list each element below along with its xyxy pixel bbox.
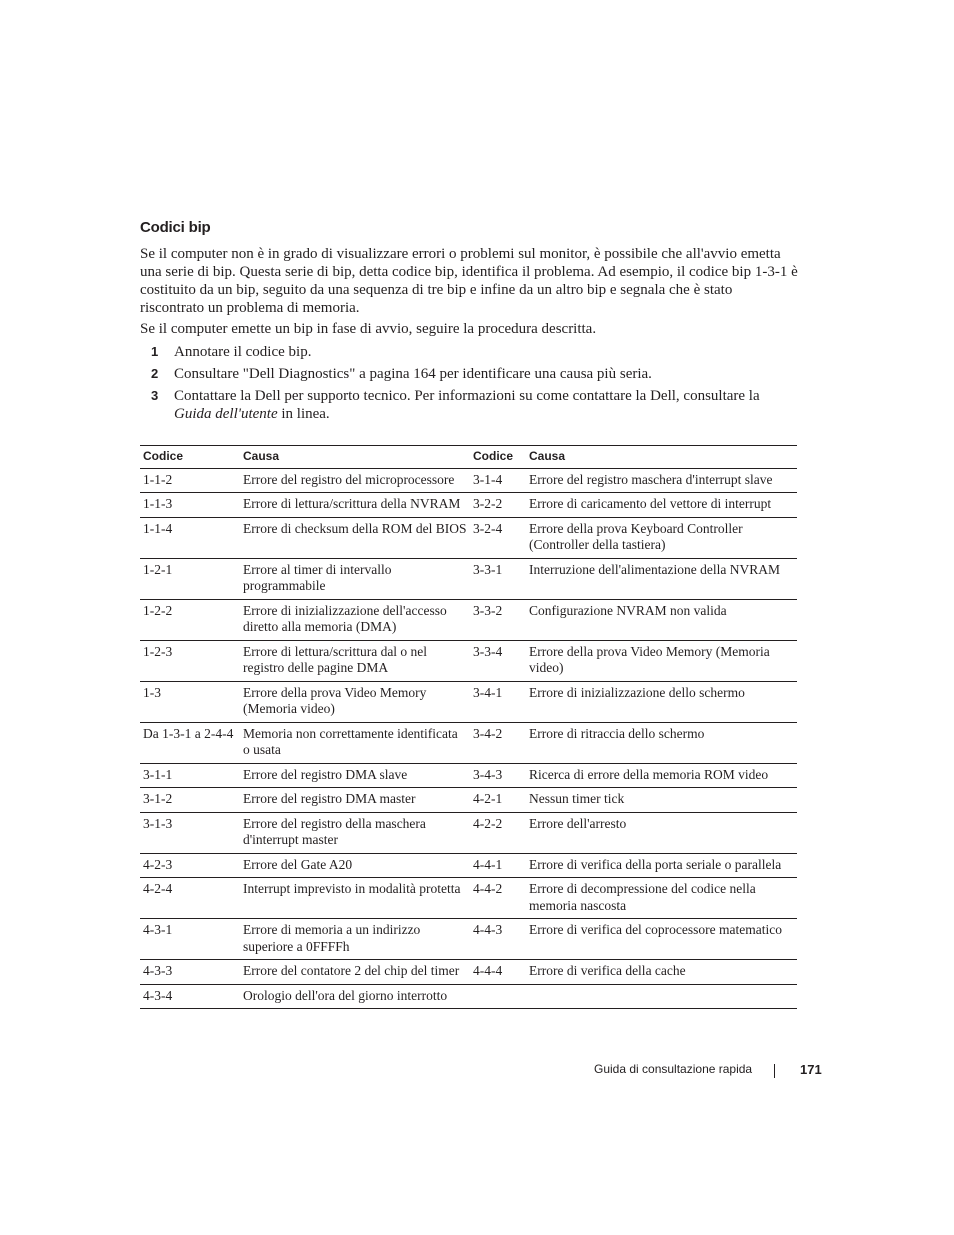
code-cell: 1-1-4: [140, 517, 240, 558]
cause-cell: Errore di memoria a un indirizzo superiore a 0FFFFh: [240, 919, 470, 960]
table-row: [140, 493, 797, 518]
step-number: 3: [151, 388, 159, 403]
code-cell: 3-4-1: [470, 681, 526, 722]
cause-cell: Errore del registro DMA master: [240, 788, 470, 813]
table-row: [140, 763, 797, 788]
procedure-paragraph: Se il computer emette un bip in fase di avvio, seguire la procedura descritta.: [140, 321, 597, 337]
step-item: [140, 343, 800, 361]
header-cause: Causa: [240, 446, 470, 469]
step-item: [140, 387, 800, 423]
code-cell: 3-2-2: [470, 493, 526, 518]
code-cell: 3-1-4: [470, 468, 526, 493]
cause-cell: Errore di verifica della cache: [526, 960, 797, 985]
step-number: 2: [151, 366, 159, 381]
cause-cell: Configurazione NVRAM non valida: [526, 599, 797, 640]
cause-cell: Errore di verifica del coprocessore matematico: [526, 919, 797, 960]
step-text: Annotare il codice bip.: [174, 344, 312, 360]
footer-divider: [774, 1064, 775, 1078]
cause-cell: Nessun timer tick: [526, 788, 797, 813]
cause-cell: Errore dell'arresto: [526, 812, 797, 853]
code-cell: [470, 984, 526, 1009]
table-row: [140, 681, 797, 722]
table-row: [140, 919, 797, 960]
code-cell: 4-2-1: [470, 788, 526, 813]
cause-cell: Errore del registro della maschera d'interrupt master: [240, 812, 470, 853]
cause-cell: Errore di lettura/scrittura della NVRAM: [240, 493, 470, 518]
code-cell: 3-3-2: [470, 599, 526, 640]
cause-cell: Errore di decompressione del codice nella memoria nascosta: [526, 878, 797, 919]
cause-cell: Orologio dell'ora del giorno interrotto: [240, 984, 470, 1009]
cause-cell: Errore al timer di intervallo programmabile: [240, 558, 470, 599]
cause-cell: Errore della prova Keyboard Controller (Controller della tastiera): [526, 517, 797, 558]
cause-cell: Errore di ritraccia dello schermo: [526, 722, 797, 763]
beep-codes-table: [140, 445, 797, 1009]
page-number: 171: [800, 1062, 822, 1077]
code-cell: 4-3-3: [140, 960, 240, 985]
table-row: [140, 812, 797, 853]
cause-cell: Errore del registro del microprocessore: [240, 468, 470, 493]
table-row: [140, 468, 797, 493]
header-cause: Causa: [526, 446, 797, 469]
code-cell: 4-3-1: [140, 919, 240, 960]
code-cell: 3-3-4: [470, 640, 526, 681]
code-cell: 3-3-1: [470, 558, 526, 599]
table-row: [140, 788, 797, 813]
header-code: Codice: [470, 446, 526, 469]
user-guide-reference: Guida dell'utente: [174, 406, 278, 422]
cause-cell: Interruzione dell'alimentazione della NVRAM: [526, 558, 797, 599]
cause-cell: Interrupt imprevisto in modalità protetta: [240, 878, 470, 919]
cause-cell: Errore del registro maschera d'interrupt slave: [526, 468, 797, 493]
code-cell: 4-4-3: [470, 919, 526, 960]
code-cell: 1-3: [140, 681, 240, 722]
cause-cell: Errore della prova Video Memory (Memoria video): [240, 681, 470, 722]
table-row: [140, 878, 797, 919]
table-row: [140, 853, 797, 878]
cause-cell: Errore del Gate A20: [240, 853, 470, 878]
cause-cell: Errore del registro DMA slave: [240, 763, 470, 788]
section-title: Codici bip: [140, 219, 211, 236]
code-cell: 4-4-4: [470, 960, 526, 985]
code-cell: 3-2-4: [470, 517, 526, 558]
procedure-steps: [140, 343, 800, 427]
step-text: Consultare "Dell Diagnostics" a pagina 164 per identificare una causa più seria.: [174, 366, 652, 382]
table-header-row: [140, 446, 797, 469]
step-text: Contattare la Dell per supporto tecnico. Per informazioni su come contattare la Dell, consultare la: [174, 388, 760, 404]
cause-cell: Errore di verifica della porta seriale o parallela: [526, 853, 797, 878]
cause-cell: Ricerca di errore della memoria ROM video: [526, 763, 797, 788]
cause-cell: Errore del contatore 2 del chip del timer: [240, 960, 470, 985]
code-cell: 3-1-3: [140, 812, 240, 853]
code-cell: 3-1-1: [140, 763, 240, 788]
code-cell: 3-4-3: [470, 763, 526, 788]
table-row: [140, 558, 797, 599]
step-number: 1: [151, 344, 159, 359]
table-body: [140, 468, 797, 1009]
code-cell: 1-2-2: [140, 599, 240, 640]
table-row: [140, 722, 797, 763]
code-cell: 1-1-2: [140, 468, 240, 493]
header-code: Codice: [140, 446, 240, 469]
table-row: [140, 517, 797, 558]
code-cell: 1-2-1: [140, 558, 240, 599]
code-cell: 4-4-1: [470, 853, 526, 878]
step-item: [140, 365, 800, 383]
cause-cell: Errore di lettura/scrittura dal o nel registro delle pagine DMA: [240, 640, 470, 681]
code-cell: 4-3-4: [140, 984, 240, 1009]
code-cell: 4-2-4: [140, 878, 240, 919]
cause-cell: Memoria non correttamente identificata o usata: [240, 722, 470, 763]
code-cell: 3-4-2: [470, 722, 526, 763]
code-cell: 4-2-2: [470, 812, 526, 853]
code-cell: Da 1-3-1 a 2-4-4: [140, 722, 240, 763]
cause-cell: Errore di caricamento del vettore di interrupt: [526, 493, 797, 518]
footer-title: Guida di consultazione rapida: [594, 1062, 753, 1076]
table-row: [140, 960, 797, 985]
code-cell: 1-1-3: [140, 493, 240, 518]
table-row: [140, 640, 797, 681]
code-cell: 4-4-2: [470, 878, 526, 919]
cause-cell: [526, 984, 797, 1009]
table-row: [140, 984, 797, 1009]
code-cell: 3-1-2: [140, 788, 240, 813]
code-cell: 4-2-3: [140, 853, 240, 878]
cause-cell: Errore di inizializzazione dello schermo: [526, 681, 797, 722]
step-text-end: in linea.: [277, 406, 330, 422]
cause-cell: Errore di checksum della ROM del BIOS: [240, 517, 470, 558]
cause-cell: Errore di inizializzazione dell'accesso diretto alla memoria (DMA): [240, 599, 470, 640]
code-cell: 1-2-3: [140, 640, 240, 681]
table-row: [140, 599, 797, 640]
cause-cell: Errore della prova Video Memory (Memoria video): [526, 640, 797, 681]
intro-paragraph: Se il computer non è in grado di visualizzare errori o problemi sul monitor, è possibile che all'avvio emetta una serie di bip. Questa serie di bip, detta codice bip, identifica il problema. Ad esempio, il codice bip 1-3-1 è costituito da un bip, seguito da una sequenza di tre bip e infine da un altro bip e segnala che è stato riscontrato un problema di memoria.: [140, 246, 798, 316]
